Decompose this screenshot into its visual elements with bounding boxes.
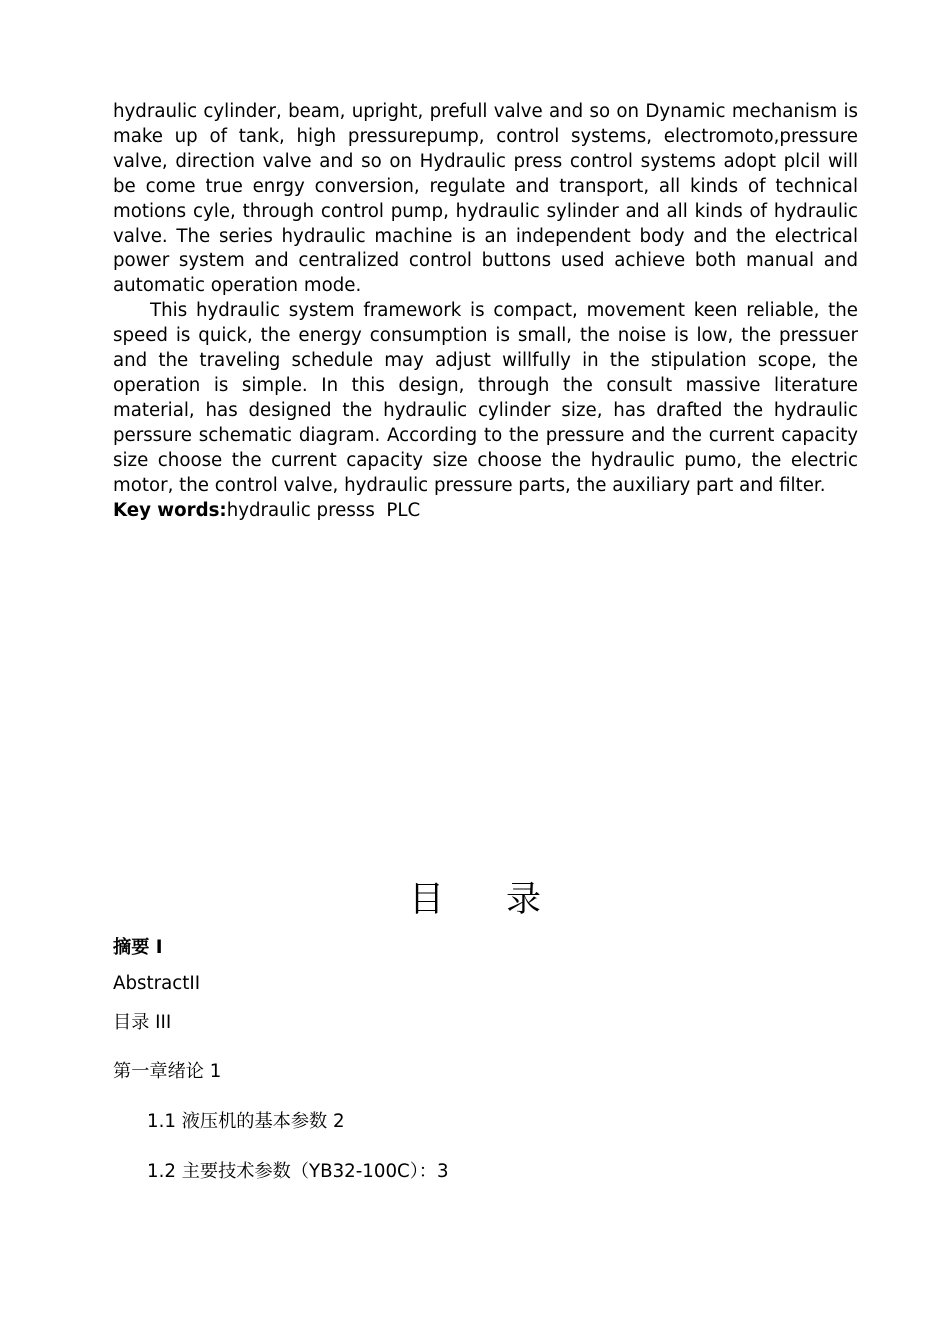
toc-entry-section-1-1[interactable]: 1.1 液压机的基本参数 2	[147, 1111, 345, 1132]
toc-entry-section-1-2[interactable]: 1.2 主要技术参数（YB32-100C）：3	[147, 1161, 449, 1182]
abstract-section	[113, 100, 858, 523]
toc-title-left: 目	[408, 880, 444, 920]
toc-entry-chapter-1[interactable]: 第一章绪论 1	[113, 1061, 222, 1082]
toc-title	[0, 872, 950, 922]
toc-entry-abstract-cn[interactable]: 摘要 I	[113, 937, 163, 958]
toc-title-right: 录	[506, 880, 542, 920]
abstract-paragraph-1: hydraulic cylinder, beam, upright, prefull valve and so on Dynamic mechanism is make up of tank, high pressurepump, control systems, electromoto,pressure valve, direction valve and so on Hydraulic press control systems adopt plcil will be come true enrgy conversion, regulate and transport, all kinds of technical motions cyle, through control pump, hydraulic sylinder and all kinds of hydraulic valve. The series hydraulic machine is an independent body and the electrical power system and centralized control buttons used achieve both manual and automatic operation mode.	[113, 101, 858, 297]
abstract-paragraph-2: This hydraulic system framework is compact, movement keen reliable, the speed is quick, the energy consumption is small, the noise is low, the pressuer and the traveling schedule may adjust willfully in the stipulation scope, the operation is simple. In this design, through the consult massive literature material, has designed the hydraulic cylinder size, has drafted the hydraulic perssure schematic diagram. According to the pressure and the current capacity size choose the current capacity size choose the hydraulic pumo, the electric motor, the control valve, hydraulic pressure parts, the auxiliary part and filter.	[113, 300, 858, 496]
toc-entry-contents[interactable]: 目录 III	[113, 1012, 172, 1033]
keywords-value: hydraulic presss PLC	[226, 499, 421, 521]
toc-entry-abstract-en[interactable]: AbstractII	[113, 973, 201, 994]
keywords-line	[113, 499, 858, 524]
keywords-label: Key words:	[113, 499, 227, 521]
